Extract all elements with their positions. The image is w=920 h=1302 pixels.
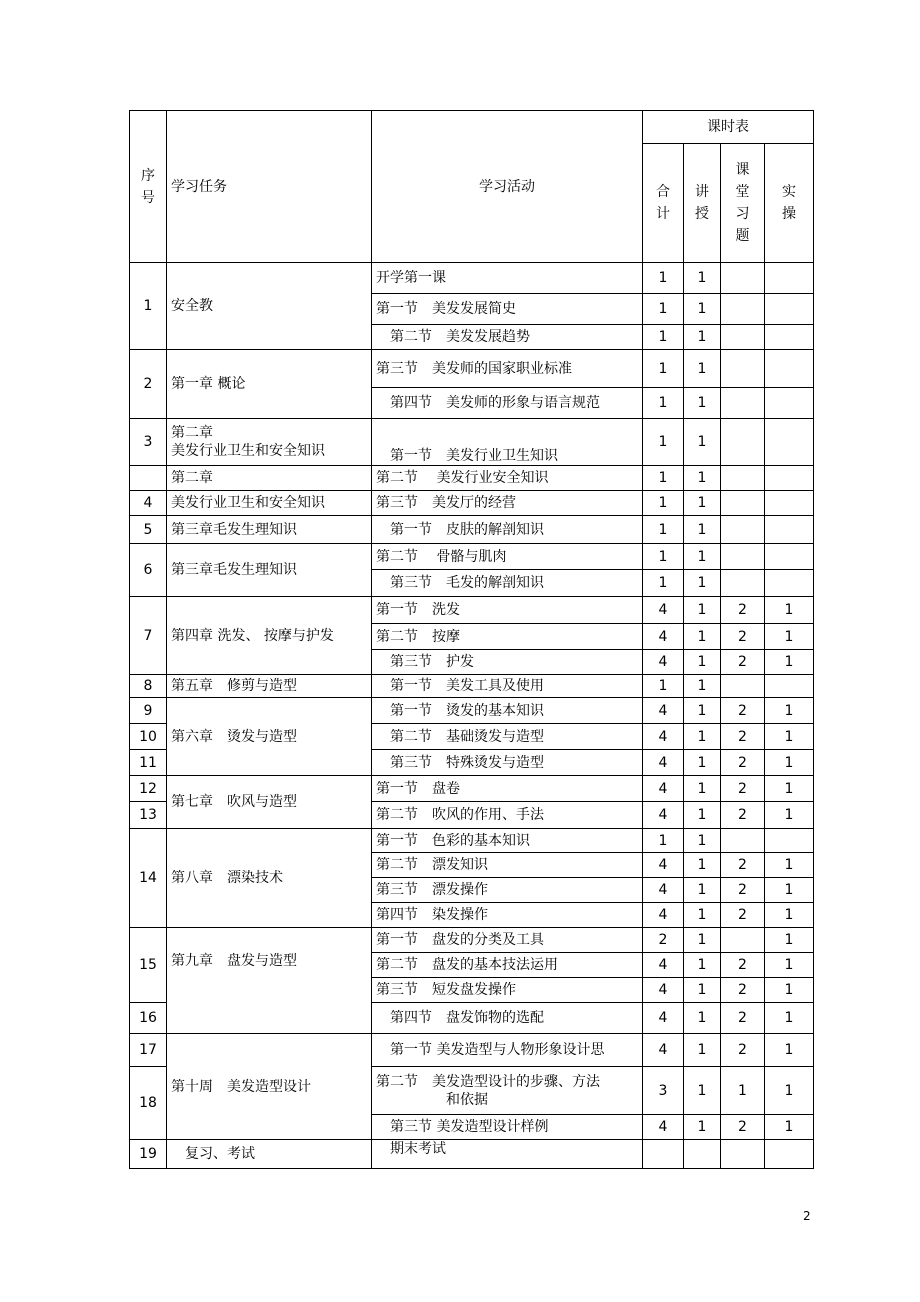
- exercise-cell: 2: [721, 1003, 765, 1034]
- seq-cell: 2: [130, 350, 167, 419]
- lecture-cell: 1: [684, 624, 721, 650]
- practice-cell: [765, 388, 814, 419]
- activity-cell: 第二节 骨骼与肌肉: [372, 544, 643, 570]
- activity-cell: 第二节 盘发的基本技法运用: [372, 953, 643, 978]
- practice-cell: 1: [765, 802, 814, 829]
- exercise-cell: 2: [721, 953, 765, 978]
- total-cell: 1: [643, 544, 684, 570]
- total-cell: 1: [643, 491, 684, 516]
- seq-cell: 12: [130, 776, 167, 802]
- lecture-cell: 1: [684, 1067, 721, 1115]
- practice-cell: 1: [765, 750, 814, 776]
- header-lecture: 讲授: [684, 144, 721, 263]
- activity-cell: 第一节 洗发: [372, 597, 643, 624]
- activity-line: 第二节 美发造型设计的步骤、方法: [376, 1073, 600, 1090]
- lecture-cell: 1: [684, 853, 721, 878]
- total-cell: 4: [643, 853, 684, 878]
- practice-cell: [765, 829, 814, 853]
- total-cell: 1: [643, 388, 684, 419]
- exercise-cell: [721, 675, 765, 698]
- practice-cell: 1: [765, 698, 814, 724]
- total-cell: 1: [643, 829, 684, 853]
- activity-cell: 第三节 漂发操作: [372, 878, 643, 903]
- exercise-cell: [721, 1140, 765, 1169]
- activity-cell: 第二节 漂发知识: [372, 853, 643, 878]
- practice-cell: [765, 516, 814, 544]
- practice-cell: 1: [765, 1067, 814, 1115]
- exercise-cell: 1: [721, 1067, 765, 1115]
- total-cell: 4: [643, 802, 684, 829]
- total-cell: 4: [643, 903, 684, 928]
- total-cell: 1: [643, 325, 684, 350]
- practice-cell: 1: [765, 953, 814, 978]
- lecture-cell: [684, 1140, 721, 1169]
- practice-cell: 1: [765, 1003, 814, 1034]
- seq-cell: 17: [130, 1034, 167, 1067]
- activity-cell: 第三节 美发造型设计样例: [372, 1115, 643, 1140]
- task-cell: 第七章 吹风与造型: [167, 776, 372, 829]
- exercise-cell: 2: [721, 698, 765, 724]
- activity-cell: 第二节 美发发展趋势: [372, 325, 643, 350]
- exercise-cell: [721, 466, 765, 491]
- lecture-cell: 1: [684, 1034, 721, 1067]
- lecture-cell: 1: [684, 802, 721, 829]
- activity-cell: 第四节 染发操作: [372, 903, 643, 928]
- practice-cell: [765, 325, 814, 350]
- seq-cell: 19: [130, 1140, 167, 1169]
- task-cell: 安全教: [167, 263, 372, 350]
- exercise-cell: [721, 491, 765, 516]
- exercise-cell: 2: [721, 724, 765, 750]
- practice-cell: 1: [765, 597, 814, 624]
- total-cell: [643, 1140, 684, 1169]
- activity-cell: 第一节 色彩的基本知识: [372, 829, 643, 853]
- lecture-cell: 1: [684, 698, 721, 724]
- activity-cell: 期末考试: [372, 1140, 643, 1169]
- seq-cell: 16: [130, 1003, 167, 1034]
- seq-cell: 18: [130, 1067, 167, 1140]
- total-cell: 4: [643, 1034, 684, 1067]
- activity-line: 和依据: [446, 1091, 488, 1108]
- activity-cell: 第一节 美发发展简史: [372, 294, 643, 325]
- total-cell: 4: [643, 750, 684, 776]
- header-hours: 课时表: [643, 111, 814, 144]
- activity-cell: 第一节 美发行业卫生知识: [372, 419, 643, 466]
- lecture-cell: 1: [684, 776, 721, 802]
- practice-cell: [765, 419, 814, 466]
- exercise-cell: 2: [721, 624, 765, 650]
- practice-cell: 1: [765, 1115, 814, 1140]
- task-cell: 第六章 烫发与造型: [167, 698, 372, 776]
- lecture-cell: 1: [684, 650, 721, 675]
- exercise-cell: [721, 419, 765, 466]
- exercise-cell: [721, 516, 765, 544]
- exercise-cell: 2: [721, 1115, 765, 1140]
- total-cell: 1: [643, 570, 684, 597]
- exercise-cell: [721, 570, 765, 597]
- exercise-cell: 2: [721, 750, 765, 776]
- total-cell: 4: [643, 1003, 684, 1034]
- total-cell: 4: [643, 597, 684, 624]
- course-schedule-table: [129, 110, 814, 1169]
- lecture-cell: 1: [684, 325, 721, 350]
- practice-cell: 1: [765, 928, 814, 953]
- practice-cell: [765, 544, 814, 570]
- total-cell: 1: [643, 263, 684, 294]
- practice-cell: 1: [765, 650, 814, 675]
- activity-cell: 第一节 烫发的基本知识: [372, 698, 643, 724]
- seq-cell: 1: [130, 263, 167, 350]
- practice-cell: 1: [765, 978, 814, 1003]
- total-cell: 4: [643, 624, 684, 650]
- exercise-cell: [721, 928, 765, 953]
- exercise-cell: [721, 544, 765, 570]
- practice-cell: [765, 491, 814, 516]
- total-cell: 3: [643, 1067, 684, 1115]
- seq-cell: 11: [130, 750, 167, 776]
- header-exercise: 课堂习题: [721, 144, 765, 263]
- exercise-cell: 2: [721, 597, 765, 624]
- total-cell: 1: [643, 350, 684, 388]
- seq-cell: 7: [130, 597, 167, 675]
- lecture-cell: 1: [684, 878, 721, 903]
- exercise-cell: [721, 350, 765, 388]
- task-cell: 第十周 美发造型设计: [167, 1034, 372, 1140]
- practice-cell: 1: [765, 853, 814, 878]
- exercise-cell: 2: [721, 1034, 765, 1067]
- activity-cell: 第二节 按摩: [372, 624, 643, 650]
- total-cell: 4: [643, 978, 684, 1003]
- activity-cell: 第二节 吹风的作用、手法: [372, 802, 643, 829]
- page-number: 2: [803, 1209, 811, 1223]
- exercise-cell: 2: [721, 802, 765, 829]
- activity-cell: 开学第一课: [372, 263, 643, 294]
- practice-cell: 1: [765, 624, 814, 650]
- header-seq: 序号: [130, 111, 167, 263]
- seq-cell: 5: [130, 516, 167, 544]
- total-cell: 4: [643, 1115, 684, 1140]
- seq-cell: 15: [130, 928, 167, 1003]
- exercise-cell: 2: [721, 903, 765, 928]
- practice-cell: 1: [765, 903, 814, 928]
- activity-cell: 第一节 美发工具及使用: [372, 675, 643, 698]
- seq-cell: [130, 466, 167, 491]
- lecture-cell: 1: [684, 419, 721, 466]
- activity-cell: 第三节 美发厅的经营: [372, 491, 643, 516]
- activity-cell: 第三节 美发师的国家职业标准: [372, 350, 643, 388]
- lecture-cell: 1: [684, 388, 721, 419]
- exercise-cell: [721, 325, 765, 350]
- activity-cell: 第一节 美发造型与人物形象设计思: [372, 1034, 643, 1067]
- lecture-cell: 1: [684, 675, 721, 698]
- activity-cell: 第四节 盘发饰物的选配: [372, 1003, 643, 1034]
- task-cell: 第二章: [167, 466, 372, 491]
- total-cell: 4: [643, 776, 684, 802]
- lecture-cell: 1: [684, 544, 721, 570]
- practice-cell: [765, 1140, 814, 1169]
- seq-cell: 13: [130, 802, 167, 829]
- activity-cell: 第三节 特殊烫发与造型: [372, 750, 643, 776]
- activity-cell: 第二节 基础烫发与造型: [372, 724, 643, 750]
- seq-cell: 6: [130, 544, 167, 597]
- activity-cell: 第三节 护发: [372, 650, 643, 675]
- seq-cell: 14: [130, 829, 167, 928]
- practice-cell: [765, 350, 814, 388]
- activity-cell: [372, 1067, 643, 1115]
- lecture-cell: 1: [684, 1115, 721, 1140]
- exercise-cell: [721, 388, 765, 419]
- lecture-cell: 1: [684, 953, 721, 978]
- exercise-cell: 2: [721, 853, 765, 878]
- lecture-cell: 1: [684, 928, 721, 953]
- total-cell: 1: [643, 516, 684, 544]
- seq-cell: 3: [130, 419, 167, 466]
- total-cell: 4: [643, 878, 684, 903]
- practice-cell: 1: [765, 724, 814, 750]
- total-cell: 1: [643, 419, 684, 466]
- total-cell: 4: [643, 724, 684, 750]
- task-cell: 第八章 漂染技术: [167, 829, 372, 928]
- activity-cell: 第三节 短发盘发操作: [372, 978, 643, 1003]
- header-practice: 实操: [765, 144, 814, 263]
- seq-cell: 9: [130, 698, 167, 724]
- total-cell: 4: [643, 953, 684, 978]
- seq-cell: 8: [130, 675, 167, 698]
- total-cell: 1: [643, 294, 684, 325]
- total-cell: 1: [643, 466, 684, 491]
- activity-cell: 第四节 美发师的形象与语言规范: [372, 388, 643, 419]
- task-cell: [167, 419, 372, 466]
- exercise-cell: [721, 294, 765, 325]
- exercise-cell: 2: [721, 878, 765, 903]
- task-line: 美发行业卫生和安全知识: [171, 443, 325, 459]
- seq-cell: 4: [130, 491, 167, 516]
- task-cell: 第五章 修剪与造型: [167, 675, 372, 698]
- practice-cell: 1: [765, 878, 814, 903]
- practice-cell: [765, 294, 814, 325]
- task-cell: 第九章 盘发与造型: [167, 928, 372, 1034]
- exercise-cell: 2: [721, 650, 765, 675]
- header-task: 学习任务: [167, 111, 372, 263]
- lecture-cell: 1: [684, 597, 721, 624]
- total-cell: 2: [643, 928, 684, 953]
- activity-cell: 第三节 毛发的解剖知识: [372, 570, 643, 597]
- seq-cell: 10: [130, 724, 167, 750]
- lecture-cell: 1: [684, 466, 721, 491]
- lecture-cell: 1: [684, 263, 721, 294]
- lecture-cell: 1: [684, 516, 721, 544]
- practice-cell: [765, 570, 814, 597]
- exercise-cell: 2: [721, 978, 765, 1003]
- activity-cell: 第一节 盘卷: [372, 776, 643, 802]
- lecture-cell: 1: [684, 978, 721, 1003]
- task-cell: 第三章毛发生理知识: [167, 544, 372, 597]
- activity-cell: 第一节 盘发的分类及工具: [372, 928, 643, 953]
- lecture-cell: 1: [684, 491, 721, 516]
- practice-cell: 1: [765, 776, 814, 802]
- lecture-cell: 1: [684, 829, 721, 853]
- practice-cell: 1: [765, 1034, 814, 1067]
- lecture-cell: 1: [684, 570, 721, 597]
- practice-cell: [765, 263, 814, 294]
- activity-cell: 第二节 美发行业安全知识: [372, 466, 643, 491]
- task-cell: 第三章毛发生理知识: [167, 516, 372, 544]
- lecture-cell: 1: [684, 350, 721, 388]
- task-cell: 第一章 概论: [167, 350, 372, 419]
- task-line: 第二章: [171, 425, 213, 441]
- task-cell: 美发行业卫生和安全知识: [167, 491, 372, 516]
- activity-cell: 第一节 皮肤的解剖知识: [372, 516, 643, 544]
- header-total: 合计: [643, 144, 684, 263]
- task-cell: 第四章 洗发、 按摩与护发: [167, 597, 372, 675]
- header-activity: 学习活动: [372, 111, 643, 263]
- practice-cell: [765, 466, 814, 491]
- lecture-cell: 1: [684, 1003, 721, 1034]
- total-cell: 4: [643, 650, 684, 675]
- exercise-cell: 2: [721, 776, 765, 802]
- lecture-cell: 1: [684, 750, 721, 776]
- lecture-cell: 1: [684, 294, 721, 325]
- lecture-cell: 1: [684, 724, 721, 750]
- exercise-cell: [721, 829, 765, 853]
- task-cell: 复习、考试: [167, 1140, 372, 1169]
- lecture-cell: 1: [684, 903, 721, 928]
- total-cell: 4: [643, 698, 684, 724]
- practice-cell: [765, 675, 814, 698]
- total-cell: 1: [643, 675, 684, 698]
- exercise-cell: [721, 263, 765, 294]
